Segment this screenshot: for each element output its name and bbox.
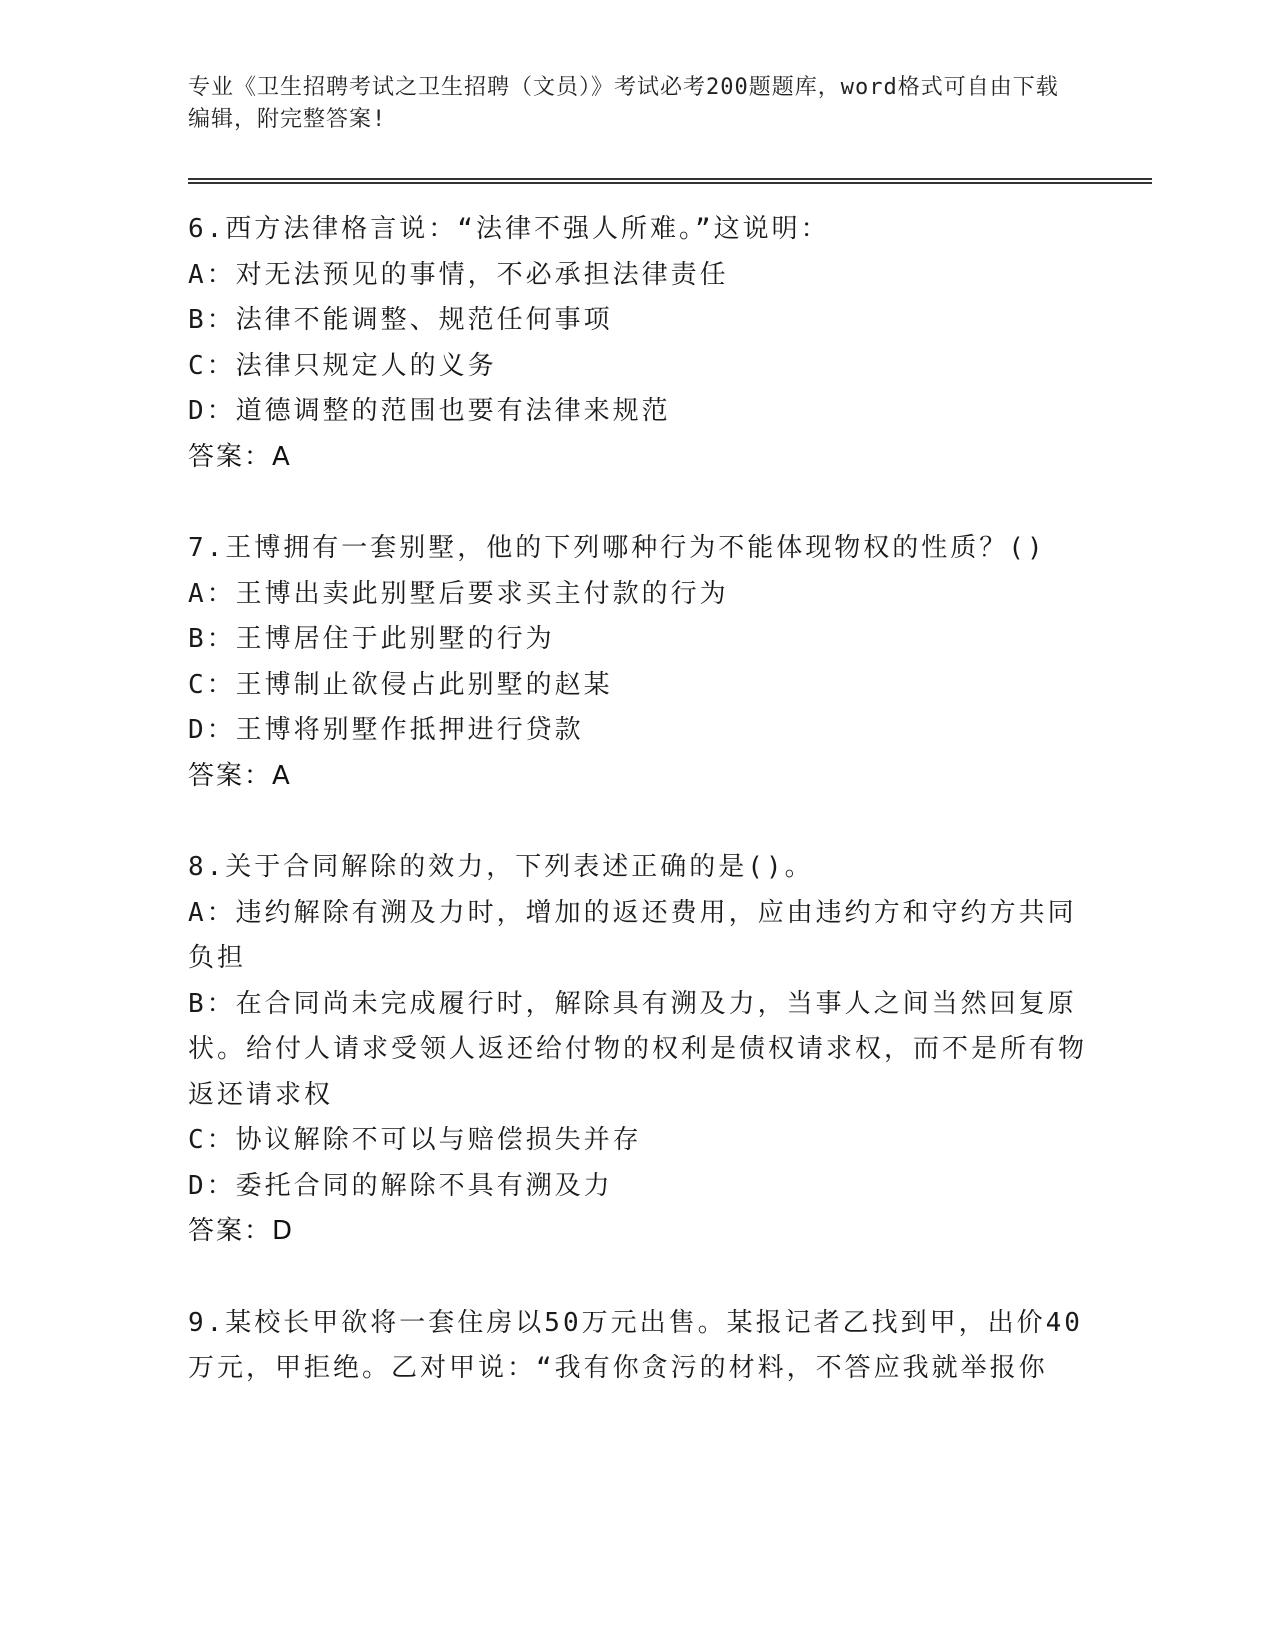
question-stem: 8.关于合同解除的效力，下列表述正确的是()。 — [188, 852, 814, 882]
answer-label: 答案：A — [188, 760, 292, 791]
question-stem: 6.西方法律格言说：“法律不强人所难。”这说明： — [188, 214, 830, 244]
document-header — [188, 72, 1068, 136]
option-c: C：协议解除不可以与赔偿损失并存 — [188, 1125, 642, 1155]
question-stem: 9.某校长甲欲将一套住房以50万元出售。某报记者乙找到甲，出价40万元，甲拒绝。乙对甲说：“我有你贪污的材料，不答应我就举报你 — [188, 1307, 1083, 1383]
question-6 — [188, 207, 1088, 480]
option-d: D：委托合同的解除不具有溯及力 — [188, 1170, 613, 1201]
option-b: B：法律不能调整、规范任何事项 — [188, 305, 613, 335]
option-b: B：在合同尚未完成履行时，解除具有溯及力，当事人之间当然回复原状。给付人请求受领人返还给付物的权利是债权请求权，而不是所有物返还请求权 — [188, 988, 1088, 1110]
option-a: A：违约解除有溯及力时，增加的返还费用，应由违约方和守约方共同负担 — [188, 897, 1077, 973]
option-d: D：道德调整的范围也要有法律来规范 — [188, 396, 671, 426]
header-title: 专业《卫生招聘考试之卫生招聘（文员）》考试必考200题题库，word格式可自由下载编辑，附完整答案! — [188, 75, 1059, 132]
option-c: C：法律只规定人的义务 — [188, 350, 497, 381]
option-d: D：王博将别墅作抵押进行贷款 — [188, 715, 584, 745]
answer-label: 答案：A — [188, 441, 292, 472]
question-stem: 7.王博拥有一套别墅，他的下列哪种行为不能体现物权的性质？() — [188, 533, 1046, 563]
question-7 — [188, 526, 1088, 799]
question-list — [188, 207, 1088, 1438]
option-a: A：王博出卖此别墅后要求买主付款的行为 — [188, 578, 729, 609]
option-c: C：王博制止欲侵占此别墅的赵某 — [188, 669, 613, 700]
answer-label: 答案：D — [188, 1216, 295, 1246]
option-a: A：对无法预见的事情，不必承担法律责任 — [188, 259, 729, 290]
question-8 — [188, 845, 1088, 1255]
header-divider — [188, 178, 1152, 184]
option-b: B：王博居住于此别墅的行为 — [188, 624, 555, 654]
question-9 — [188, 1301, 1088, 1392]
